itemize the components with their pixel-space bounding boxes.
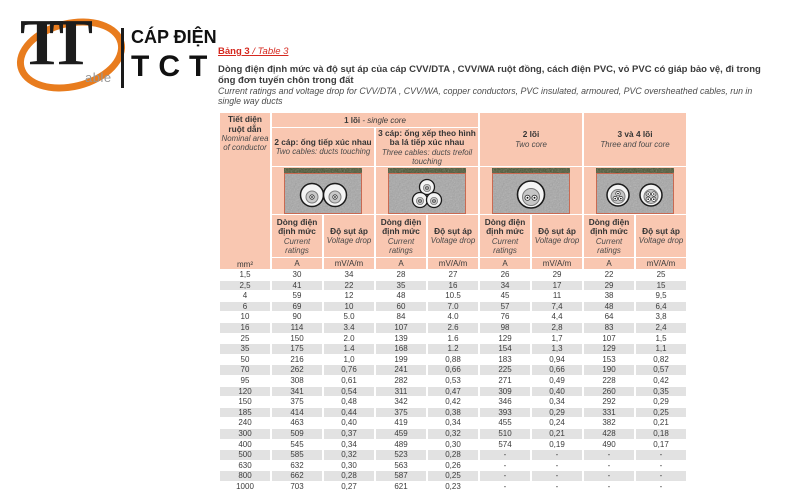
- table-cell: 59: [272, 291, 322, 301]
- header-three-cables-trefoil: [376, 128, 478, 166]
- logo-company-line2: TCT: [131, 50, 217, 83]
- table-row: [220, 270, 686, 280]
- header-conductor-area-vn: Tiết diện ruột dẫn: [228, 114, 262, 134]
- table-cell: -: [480, 450, 530, 460]
- table-cell: 34: [324, 270, 374, 280]
- table-cell: 0,53: [428, 376, 478, 386]
- table-cell: 4: [220, 291, 270, 301]
- header-single-core-en: - single core: [362, 115, 406, 125]
- table-cell: 7.0: [428, 302, 478, 312]
- table-cell: 459: [376, 429, 426, 439]
- table-reference-en: / Table 3: [249, 46, 289, 57]
- table-cell: 225: [480, 365, 530, 375]
- table-cell: -: [584, 450, 634, 460]
- table-cell: 341: [272, 387, 322, 397]
- table-cell: 2.0: [324, 334, 374, 344]
- duct-two-single-cables-image: [284, 168, 362, 214]
- table-cell: 0,28: [428, 450, 478, 460]
- table-row: [220, 344, 686, 354]
- table-cell: 1.2: [428, 344, 478, 354]
- table-cell: 2.6: [428, 323, 478, 333]
- table-cell: 309: [480, 387, 530, 397]
- title-english: Current ratings and voltage drop for CVV/DTA , CVV/WA, copper conductors, PVC insulated, armoured, PVC oversheathed cables, run in single way ducts: [218, 86, 753, 106]
- table-cell: 0,44: [324, 408, 374, 418]
- table-row: [220, 429, 686, 439]
- table-cell: 190: [584, 365, 634, 375]
- table-cell: -: [636, 450, 686, 460]
- table-cell: 563: [376, 461, 426, 471]
- table-cell: 632: [272, 461, 322, 471]
- table-cell: 30: [272, 270, 322, 280]
- table-row: [220, 355, 686, 365]
- table-cell: 0,94: [532, 355, 582, 365]
- table-cell: 35: [376, 281, 426, 291]
- header-voltage-drop: [532, 215, 582, 257]
- table-cell: 60: [376, 302, 426, 312]
- table-cell: 574: [480, 440, 530, 450]
- table-cell: 0,26: [428, 461, 478, 471]
- header-current-en: Current ratings: [387, 236, 415, 255]
- table-cell: 463: [272, 418, 322, 428]
- table-cell: 6,4: [636, 302, 686, 312]
- table-cell: 1000: [220, 482, 270, 492]
- table-cell: 490: [584, 440, 634, 450]
- table-row: [220, 323, 686, 333]
- table-cell: -: [584, 482, 634, 492]
- header-two-core-vn: 2 lõi: [522, 129, 540, 140]
- table-cell: 0,54: [324, 387, 374, 397]
- table-cell: 0,48: [324, 397, 374, 407]
- table-cell: 346: [480, 397, 530, 407]
- unit-cell: mV/A/m: [636, 258, 686, 269]
- table-cell: 1,7: [532, 334, 582, 344]
- table-body: [220, 270, 686, 491]
- table-cell: 311: [376, 387, 426, 397]
- table-cell: 168: [376, 344, 426, 354]
- table-cell: 292: [584, 397, 634, 407]
- table-cell: 0,57: [636, 365, 686, 375]
- table-cell: -: [532, 471, 582, 481]
- header-voltage-en: Voltage drop: [430, 236, 476, 246]
- table-cell: 419: [376, 418, 426, 428]
- table-cell: 29: [532, 270, 582, 280]
- unit-mm2: mm²: [237, 260, 253, 269]
- table-cell: 6: [220, 302, 270, 312]
- table-cell: 183: [480, 355, 530, 365]
- table-cell: 1.6: [428, 334, 478, 344]
- table-cell: 300: [220, 429, 270, 439]
- table-cell: 153: [584, 355, 634, 365]
- header-conductor-area: [220, 113, 270, 269]
- unit-cell: A: [584, 258, 634, 269]
- table-cell: 64: [584, 312, 634, 322]
- table-cell: 38: [584, 291, 634, 301]
- table-cell: 84: [376, 312, 426, 322]
- table-cell: 9,5: [636, 291, 686, 301]
- table-cell: 48: [584, 302, 634, 312]
- unit-cell: A: [480, 258, 530, 269]
- header-two-core: [480, 113, 582, 166]
- table-cell: 241: [376, 365, 426, 375]
- table-cell: 5.0: [324, 312, 374, 322]
- table-cell: 0,40: [324, 418, 374, 428]
- table-cell: 98: [480, 323, 530, 333]
- table-cell: 10.5: [428, 291, 478, 301]
- table-cell: 0,35: [636, 387, 686, 397]
- table-cell: 0,23: [428, 482, 478, 492]
- table-cell: 375: [272, 397, 322, 407]
- table-cell: 382: [584, 418, 634, 428]
- table-cell: 16: [428, 281, 478, 291]
- table-cell: 0,29: [636, 397, 686, 407]
- table-row: [220, 312, 686, 322]
- table-cell: 621: [376, 482, 426, 492]
- table-cell: 2,5: [220, 281, 270, 291]
- unit-cell: A: [376, 258, 426, 269]
- table-cell: 523: [376, 450, 426, 460]
- header-two-cables-touching: [272, 128, 374, 166]
- illustration-cell: [272, 167, 374, 214]
- table-cell: 199: [376, 355, 426, 365]
- table-cell: 26: [480, 270, 530, 280]
- table-reference-vn: Bảng 3: [218, 46, 250, 57]
- table-cell: 0,38: [428, 408, 478, 418]
- table-cell: 400: [220, 440, 270, 450]
- table-cell: 34: [480, 281, 530, 291]
- header-two-core-en: Two core: [515, 139, 547, 149]
- table-row: [220, 334, 686, 344]
- header-voltage-vn: Độ sụt áp: [434, 225, 472, 236]
- table-cell: 0,24: [532, 418, 582, 428]
- logo-able-text: able: [85, 70, 112, 85]
- table-cell: 41: [272, 281, 322, 291]
- table-cell: 3,8: [636, 312, 686, 322]
- table-cell: -: [480, 482, 530, 492]
- table-cell: 0,42: [428, 397, 478, 407]
- table-cell: 0,25: [428, 471, 478, 481]
- table-cell: 114: [272, 323, 322, 333]
- ratings-table: [218, 112, 688, 492]
- table-cell: 282: [376, 376, 426, 386]
- unit-cell: mV/A/m: [532, 258, 582, 269]
- table-cell: 0,66: [532, 365, 582, 375]
- table-cell: 0,47: [428, 387, 478, 397]
- table-cell: -: [584, 471, 634, 481]
- table-cell: 0,61: [324, 376, 374, 386]
- table-cell: 11: [532, 291, 582, 301]
- header-three-four-core: [584, 113, 686, 166]
- table-cell: 331: [584, 408, 634, 418]
- unit-cell: mV/A/m: [428, 258, 478, 269]
- table-cell: 95: [220, 376, 270, 386]
- header-current-vn: Dòng điện định mức: [484, 216, 526, 236]
- table-cell: 83: [584, 323, 634, 333]
- table-cell: 228: [584, 376, 634, 386]
- table-cell: 0,42: [636, 376, 686, 386]
- table-row: [220, 365, 686, 375]
- table-cell: 0,25: [636, 408, 686, 418]
- header-current-en: Current ratings: [595, 236, 623, 255]
- table-cell: 0,76: [324, 365, 374, 375]
- illustration-cell: [584, 167, 686, 214]
- table-cell: 10: [324, 302, 374, 312]
- illustration-cell: [480, 167, 582, 214]
- table-cell: -: [532, 461, 582, 471]
- table-cell: 1,0: [324, 355, 374, 365]
- header-current-en: Current ratings: [283, 236, 311, 255]
- header-voltage-vn: Độ sụt áp: [330, 225, 368, 236]
- table-cell: 262: [272, 365, 322, 375]
- table-cell: 0,28: [324, 471, 374, 481]
- table-cell: 587: [376, 471, 426, 481]
- header-current-en: Current ratings: [491, 236, 519, 255]
- table-cell: 0,21: [532, 429, 582, 439]
- logo-tt-mark: TT: [20, 6, 79, 79]
- table-cell: 185: [220, 408, 270, 418]
- table-cell: 154: [480, 344, 530, 354]
- table-cell: 150: [272, 334, 322, 344]
- table-cell: 375: [376, 408, 426, 418]
- table-cell: -: [636, 461, 686, 471]
- duct-trefoil-cables-image: [388, 168, 466, 214]
- unit-cell: A: [272, 258, 322, 269]
- logo-company-line1: CÁP ĐIỆN: [131, 27, 217, 47]
- table-cell: 27: [428, 270, 478, 280]
- table-cell: 0,17: [636, 440, 686, 450]
- table-cell: 4.0: [428, 312, 478, 322]
- table-cell: 25: [220, 334, 270, 344]
- table-cell: 0,32: [428, 429, 478, 439]
- table-cell: -: [636, 471, 686, 481]
- header-current-vn: Dòng điện định mức: [276, 216, 318, 236]
- unit-cell: mV/A/m: [324, 258, 374, 269]
- header-current-rating: [376, 215, 426, 257]
- header-voltage-drop: [428, 215, 478, 257]
- table-cell: 1,3: [532, 344, 582, 354]
- table-cell: 35: [220, 344, 270, 354]
- table-cell: 0,34: [532, 397, 582, 407]
- table-cell: 16: [220, 323, 270, 333]
- table-cell: 4,4: [532, 312, 582, 322]
- table-cell: 50: [220, 355, 270, 365]
- table-cell: 76: [480, 312, 530, 322]
- table-cell: -: [584, 461, 634, 471]
- table-cell: 1,1: [636, 344, 686, 354]
- header-voltage-en: Voltage drop: [638, 236, 684, 246]
- header-conductor-area-en: Nominal area of conductor: [221, 134, 269, 152]
- table-cell: 240: [220, 418, 270, 428]
- table-cell: 12: [324, 291, 374, 301]
- table-cell: -: [480, 461, 530, 471]
- table-cell: 107: [584, 334, 634, 344]
- header-current-rating: [480, 215, 530, 257]
- table-cell: 0,34: [428, 418, 478, 428]
- header-current-vn: Dòng điện định mức: [588, 216, 630, 236]
- table-cell: 90: [272, 312, 322, 322]
- header-current-rating: [584, 215, 634, 257]
- table-cell: 0,32: [324, 450, 374, 460]
- table-reference: [218, 46, 790, 57]
- table-cell: 414: [272, 408, 322, 418]
- table-row: [220, 450, 686, 460]
- table-cell: 545: [272, 440, 322, 450]
- table-cell: 22: [584, 270, 634, 280]
- table-cell: 1,5: [220, 270, 270, 280]
- table-cell: 129: [584, 344, 634, 354]
- table-cell: 703: [272, 482, 322, 492]
- table-cell: 150: [220, 397, 270, 407]
- header-voltage-en: Voltage drop: [534, 236, 580, 246]
- table-cell: 455: [480, 418, 530, 428]
- table-cell: 630: [220, 461, 270, 471]
- header-three-cables-en: Three cables: ducts trefoil touching: [381, 147, 473, 166]
- table-cell: 15: [636, 281, 686, 291]
- table-cell: 0,21: [636, 418, 686, 428]
- header-two-cables-vn: 2 cáp: ống tiếp xúc nhau: [274, 136, 372, 147]
- table-cell: 28: [376, 270, 426, 280]
- illustration-cell: [376, 167, 478, 214]
- header-single-core-vn: 1 lõi: [344, 115, 361, 125]
- table-cell: 7,4: [532, 302, 582, 312]
- table-cell: 0,30: [428, 440, 478, 450]
- logo-divider: [121, 28, 124, 88]
- duct-two-core-image: [492, 168, 570, 214]
- table-cell: 308: [272, 376, 322, 386]
- table-cell: 662: [272, 471, 322, 481]
- table-cell: 0,82: [636, 355, 686, 365]
- table-cell: 0,29: [532, 408, 582, 418]
- table-row: [220, 461, 686, 471]
- table-cell: 510: [480, 429, 530, 439]
- table-row: [220, 440, 686, 450]
- table-cell: 0,30: [324, 461, 374, 471]
- table-cell: 25: [636, 270, 686, 280]
- title-vietnamese: Dòng điện định mức và độ sụt áp của cáp CVV/DTA , CVV/WA ruột đồng, cách điện PVC, vỏ PVC có giáp bảo vệ, đi trong ống đơn tuyến chôn trong đất: [218, 64, 761, 86]
- table-cell: 1,5: [636, 334, 686, 344]
- table-row: [220, 397, 686, 407]
- table-row: [220, 471, 686, 481]
- table-cell: 0,34: [324, 440, 374, 450]
- table-cell: 393: [480, 408, 530, 418]
- table-cell: 489: [376, 440, 426, 450]
- table-cell: 0,37: [324, 429, 374, 439]
- header-three-four-core-en: Three and four core: [600, 139, 670, 149]
- table-cell: 216: [272, 355, 322, 365]
- header-single-core: [272, 113, 478, 127]
- table-cell: -: [532, 482, 582, 492]
- table-row: [220, 281, 686, 291]
- table-cell: 139: [376, 334, 426, 344]
- table-row: [220, 376, 686, 386]
- table-cell: 271: [480, 376, 530, 386]
- header-voltage-drop: [324, 215, 374, 257]
- table-cell: 57: [480, 302, 530, 312]
- table-cell: 0,19: [532, 440, 582, 450]
- table-cell: 0,66: [428, 365, 478, 375]
- table-cell: 0,27: [324, 482, 374, 492]
- header-current-vn: Dòng điện định mức: [380, 216, 422, 236]
- table-cell: 10: [220, 312, 270, 322]
- table-cell: 0,49: [532, 376, 582, 386]
- header-voltage-vn: Độ sụt áp: [642, 225, 680, 236]
- table-cell: 800: [220, 471, 270, 481]
- table-cell: 585: [272, 450, 322, 460]
- table-cell: 0,18: [636, 429, 686, 439]
- table-cell: -: [480, 471, 530, 481]
- header-voltage-en: Voltage drop: [326, 236, 372, 246]
- header-voltage-vn: Độ sụt áp: [538, 225, 576, 236]
- document-header: [218, 46, 790, 106]
- table-row: [220, 387, 686, 397]
- header-voltage-drop: [636, 215, 686, 257]
- table-row: [220, 302, 686, 312]
- table-cell: 2,4: [636, 323, 686, 333]
- table-cell: 428: [584, 429, 634, 439]
- table-cell: 3.4: [324, 323, 374, 333]
- table-cell: 120: [220, 387, 270, 397]
- table-cell: 0,40: [532, 387, 582, 397]
- table-cell: 70: [220, 365, 270, 375]
- table-cell: 175: [272, 344, 322, 354]
- table-row: [220, 418, 686, 428]
- table-row: [220, 482, 686, 492]
- header-two-cables-en: Two cables: ducts touching: [275, 147, 371, 157]
- table-cell: 129: [480, 334, 530, 344]
- table-cell: -: [636, 482, 686, 492]
- header-three-four-core-vn: 3 và 4 lõi: [617, 129, 653, 140]
- header-current-rating: [272, 215, 322, 257]
- table-cell: 500: [220, 450, 270, 460]
- table-row: [220, 408, 686, 418]
- table-cell: 29: [584, 281, 634, 291]
- header-three-cables-vn: 3 cáp: ống xếp theo hình ba lá tiếp xúc nhau: [378, 127, 476, 147]
- table-cell: 260: [584, 387, 634, 397]
- table-cell: 2,8: [532, 323, 582, 333]
- table-cell: 0,88: [428, 355, 478, 365]
- duct-three-four-core-image: [596, 168, 674, 214]
- table-cell: 107: [376, 323, 426, 333]
- table-cell: 69: [272, 302, 322, 312]
- table-cell: 48: [376, 291, 426, 301]
- table-cell: 509: [272, 429, 322, 439]
- table-cell: 1.4: [324, 344, 374, 354]
- table-cell: -: [532, 450, 582, 460]
- table-cell: 22: [324, 281, 374, 291]
- table-cell: 45: [480, 291, 530, 301]
- table-row: [220, 291, 686, 301]
- tct-logo: [8, 6, 217, 96]
- table-cell: 342: [376, 397, 426, 407]
- table-cell: 17: [532, 281, 582, 291]
